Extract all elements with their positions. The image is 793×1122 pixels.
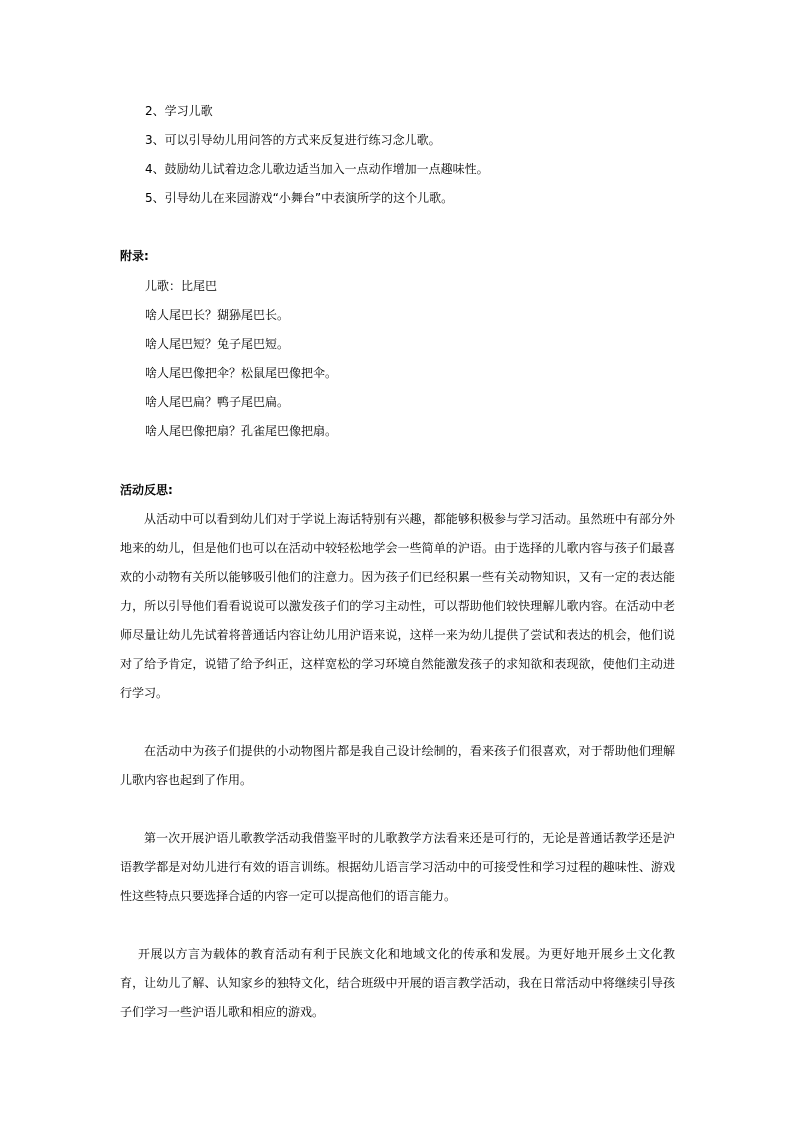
step-5: 5、引导幼儿在来园游戏“小舞台”中表演所学的这个儿歌。 <box>145 191 454 205</box>
reflection-paragraph: 从活动中可以看到幼儿们对于学说上海话特别有兴趣，都能够积极参与学习活动。虽然班中有部分外地来的幼儿，但是他们也可以在活动中较轻松地学会一些简单的沪语。由于选择的儿歌内容与孩子们最喜欢的小动物有关所以能够吸引他们的注意力。因为孩子们已经积累一些有关动物知识，又有一定的表达能力，所以引导他们看看说说可以激发孩子们的学习主动性，可以帮助他们较快理解儿歌内容。在活动中老师尽量让幼儿先试着将普通话内容让幼儿用沪语来说，这样一来为幼儿提供了尝试和表达的机会，他们说对了给予肯定，说错了给予纠正，这样宽松的学习环境自然能激发孩子的求知欲和表现欲，使他们主动进行学习。 <box>120 512 675 700</box>
rhyme-line: 啥人尾巴长？猢狲尾巴长。 <box>145 308 290 322</box>
reflection-paragraph: 第一次开展沪语儿歌教学活动我借鉴平时的儿歌教学方法看来还是可行的，无论是普通话教学还是沪语教学都是对幼儿进行有效的语言训练。根据幼儿语言学习活动中的可接受性和学习过程的趣味性、游戏性这些特点只要选择合适的内容一定可以提高他们的语言能力。 <box>120 831 675 903</box>
rhyme-line: 啥人尾巴像把扇？孔雀尾巴像把扇。 <box>145 424 338 438</box>
reflection-paragraph: 在活动中为孩子们提供的小动物图片都是我自己设计绘制的，看来孩子们很喜欢，对于帮助他们理解儿歌内容也起到了作用。 <box>120 744 675 787</box>
rhyme-line: 啥人尾巴短？兔子尾巴短。 <box>145 337 290 351</box>
step-2: 2、学习儿歌 <box>145 104 213 118</box>
reflection-paragraph: 开展以方言为载体的教育活动有利于民族文化和地域文化的传承和发展。为更好地开展乡土文化教育，让幼儿了解、认知家乡的独特文化，结合班级中开展的语言教学活动，我在日常活动中将继续引导孩子们学习一些沪语儿歌和相应的游戏。 <box>120 947 675 1019</box>
step-3: 3、可以引导幼儿用问答的方式来反复进行练习念儿歌。 <box>145 133 441 147</box>
reflection-heading: 活动反思: <box>120 483 173 497</box>
rhyme-line: 啥人尾巴扁？鸭子尾巴扁。 <box>145 395 290 409</box>
step-4: 4、鼓励幼儿试着边念儿歌边适当加入一点动作增加一点趣味性。 <box>145 162 489 176</box>
rhyme-line: 啥人尾巴像把伞？松鼠尾巴像把伞。 <box>145 366 338 380</box>
rhyme-title: 儿歌：比尾巴 <box>145 279 218 293</box>
appendix-heading: 附录: <box>120 249 149 263</box>
